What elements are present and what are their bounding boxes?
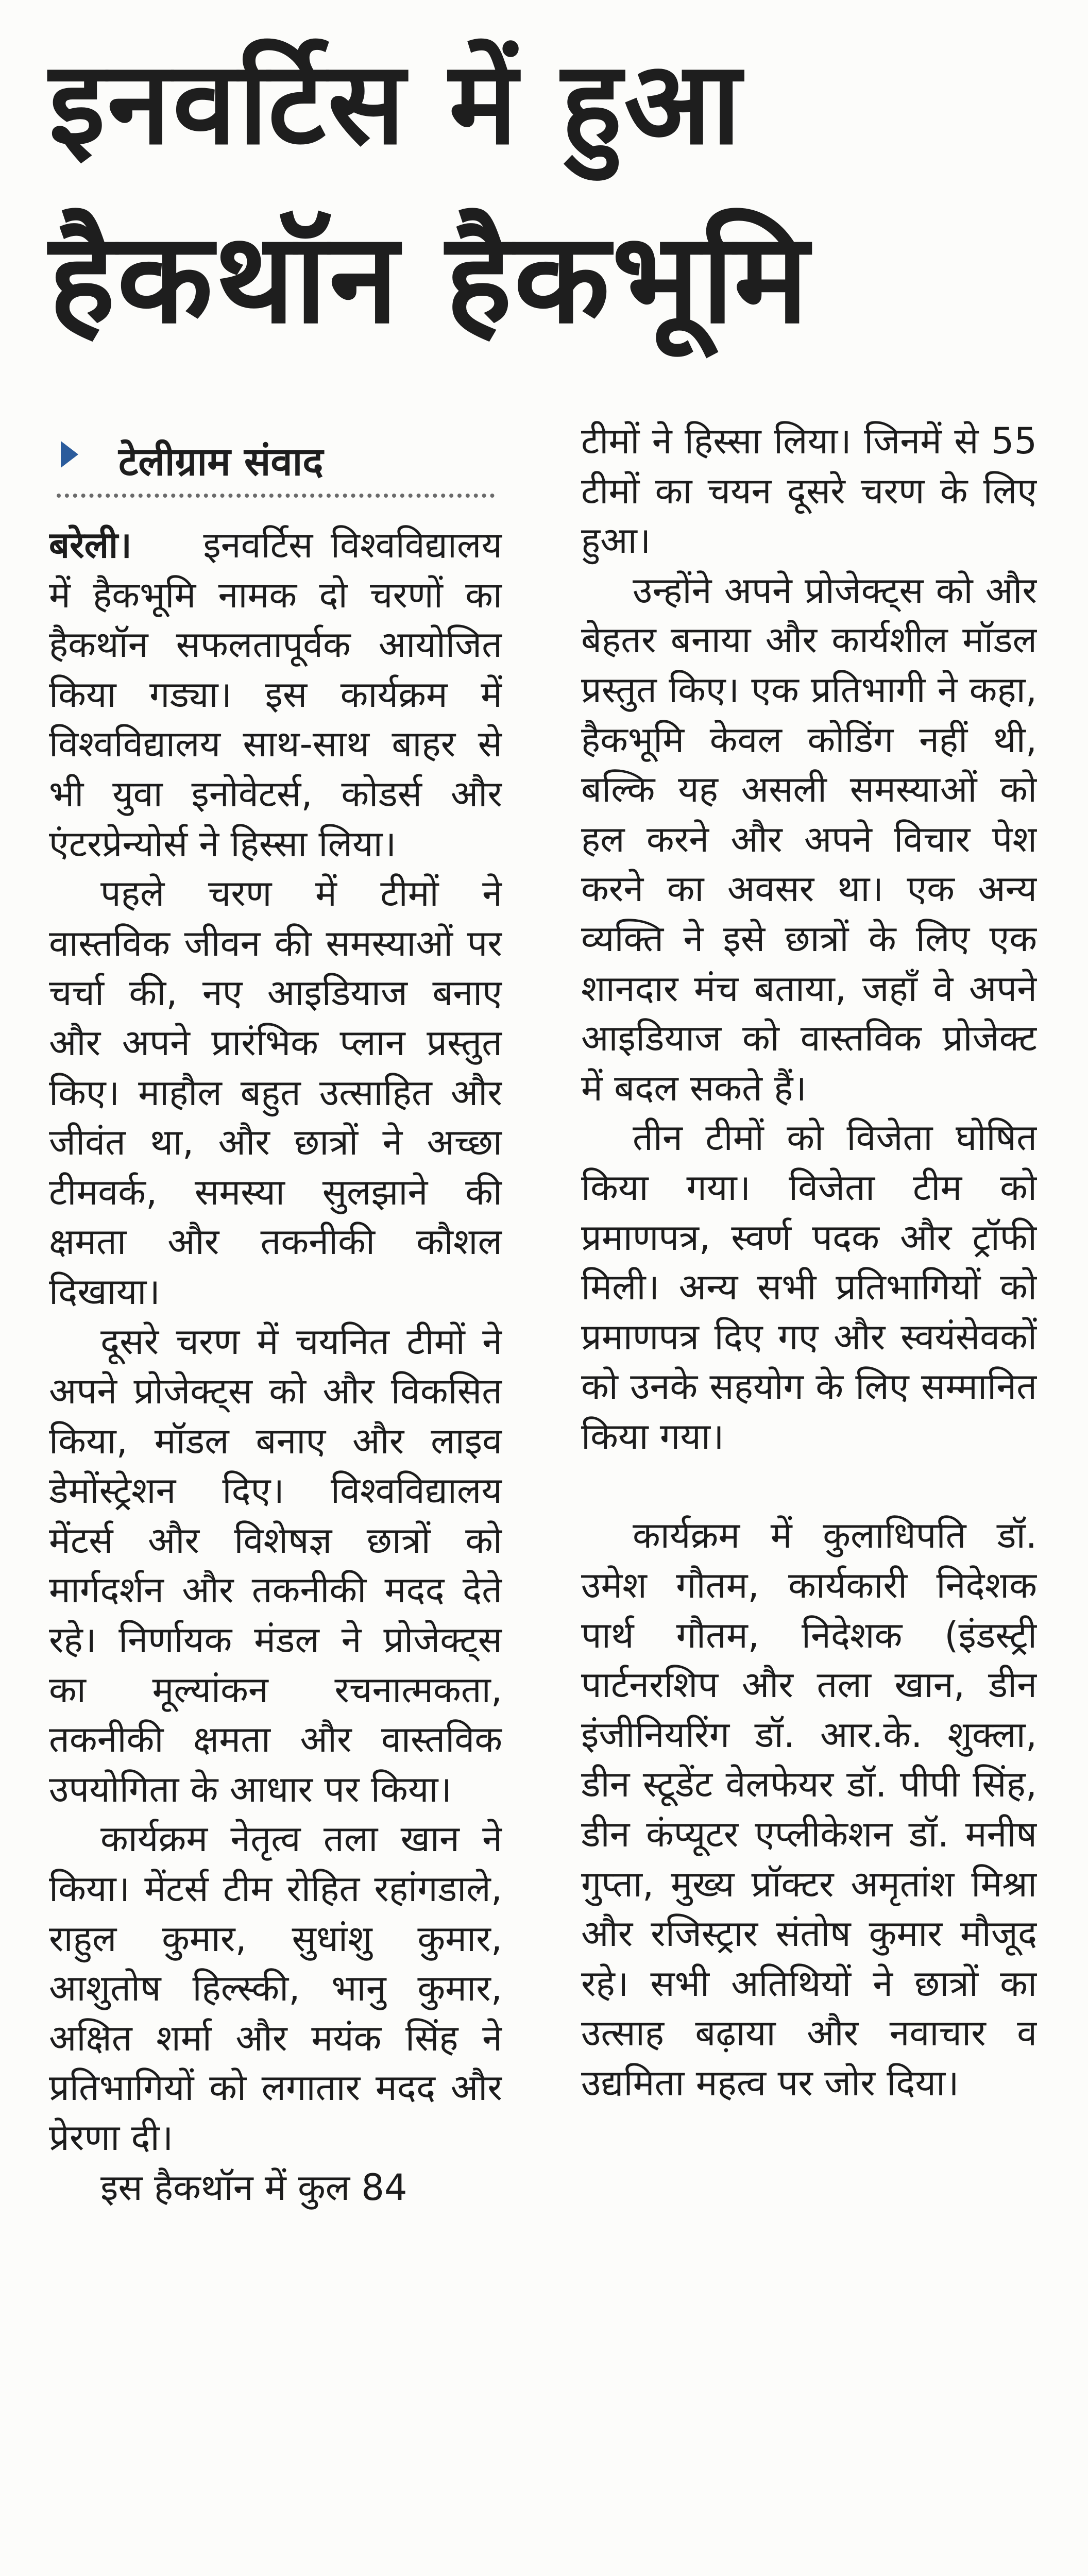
- byline: [57, 427, 495, 498]
- paragraph-text: इनवर्टिस विश्वविद्यालय में हैकभूमि नामक दो चरणों का हैकथॉन सफलतापूर्वक आयोजित किया गड्या। इस कार्यक्रम में विश्वविद्यालय साथ-साथ बाहर से भी युवा इनोवेटर्स, कोडर्स और एंटरप्रेन्योर्स ने हिस्सा लिया।: [49, 524, 502, 865]
- headline-line-2: हैकथॉन हैकभूमि: [49, 206, 811, 351]
- triangle-right-icon: [61, 441, 78, 468]
- byline-label: टेलीग्राम संवाद: [118, 438, 324, 484]
- headline-line-1: इनवर्टिस में हुआ: [49, 37, 743, 170]
- dateline: बरेली।: [49, 524, 132, 566]
- article-paragraph: [49, 520, 502, 869]
- article-paragraph: उन्होंने अपने प्रोजेक्ट्स को और बेहतर बनाया और कार्यशील मॉडल प्रस्तुत किए। एक प्रतिभागी ने कहा, हैकभूमि केवल कोडिंग नहीं थी, बल्कि यह असली समस्याओं को हल करने और अपने विचार पेश करने का अवसर था। एक अन्य व्यक्ति ने इसे छात्रों के लिए एक शानदार मंच बताया, जहाँ वे अपने आइडियाज को वास्तविक प्रोजेक्ट में बदल सकते हैं।: [581, 569, 1037, 1109]
- article-paragraph: टीमों ने हिस्सा लिया। जिनमें से 55 टीमों का चयन दूसरे चरण के लिए हुआ।: [581, 420, 1037, 562]
- article-column-left: [49, 520, 502, 2576]
- article-paragraph: दूसरे चरण में चयनित टीमों ने अपने प्रोजेक्ट्स को और विकसित किया, मॉडल बनाए और लाइव डेमोंस्ट्रेशन दिए। विश्वविद्यालय मेंटर्स और विशेषज्ञ छात्रों को मार्गदर्शन और तकनीकी मदद देते रहे। निर्णायक मंडल ने प्रोजेक्ट्स का मूल्यांकन रचनात्मकता, तकनीकी क्षमता और वास्तविक उपयोगिता के आधार पर किया।: [49, 1320, 502, 1810]
- article-paragraph: पहले चरण में टीमों ने वास्तविक जीवन की समस्याओं पर चर्चा की, नए आइडियाज बनाए और अपने प्रारंभिक प्लान प्रस्तुत किए। माहौल बहुत उत्साहित और जीवंत था, और छात्रों ने अच्छा टीमवर्क, समस्या सुलझाने की क्षमता और तकनीकी कौशल दिखाया।: [49, 872, 502, 1313]
- article-paragraph: इस हैकथॉन में कुल 84: [100, 2166, 407, 2209]
- article-paragraph: तीन टीमों को विजेता घोषित किया गया। विजेता टीम को प्रमाणपत्र, स्वर्ण पदक और ट्रॉफी मिली। अन्य सभी प्रतिभागियों को प्रमाणपत्र दिए गए और स्वयंसेवकों को उनके सहयोग के लिए सम्मानित किया गया।: [581, 1116, 1037, 1458]
- article-column-right: [581, 416, 1037, 2576]
- article-paragraph: कार्यक्रम नेतृत्व तला खान ने किया। मेंटर्स टीम रोहित रहांगडाले, राहुल कुमार, सुधांशु कुमार, आशुतोष हिल्स्की, भानु कुमार, अक्षित शर्मा और मयंक सिंह ने प्रतिभागियों को लगातार मदद और प्रेरणा दी।: [49, 1818, 502, 2159]
- article-paragraph: कार्यक्रम में कुलाधिपति डॉ. उमेश गौतम, कार्यकारी निदेशक पार्थ गौतम, निदेशक (इंडस्ट्री पार्टनरशिप और तला खान, डीन इंजीनियरिंग डॉ. आर.के. शुक्ला, डीन स्टूडेंट वेलफेयर डॉ. पीपी सिंह, डीन कंप्यूटर एप्लीकेशन डॉ. मनीष गुप्ता, मुख्य प्रॉक्टर अमृतांश मिश्रा और रजिस्ट्रार संतोष कुमार मौजूद रहे। सभी अतिथियों ने छात्रों का उत्साह बढ़ाया और नवाचार व उद्यमिता महत्व पर जोर दिया।: [581, 1514, 1037, 2104]
